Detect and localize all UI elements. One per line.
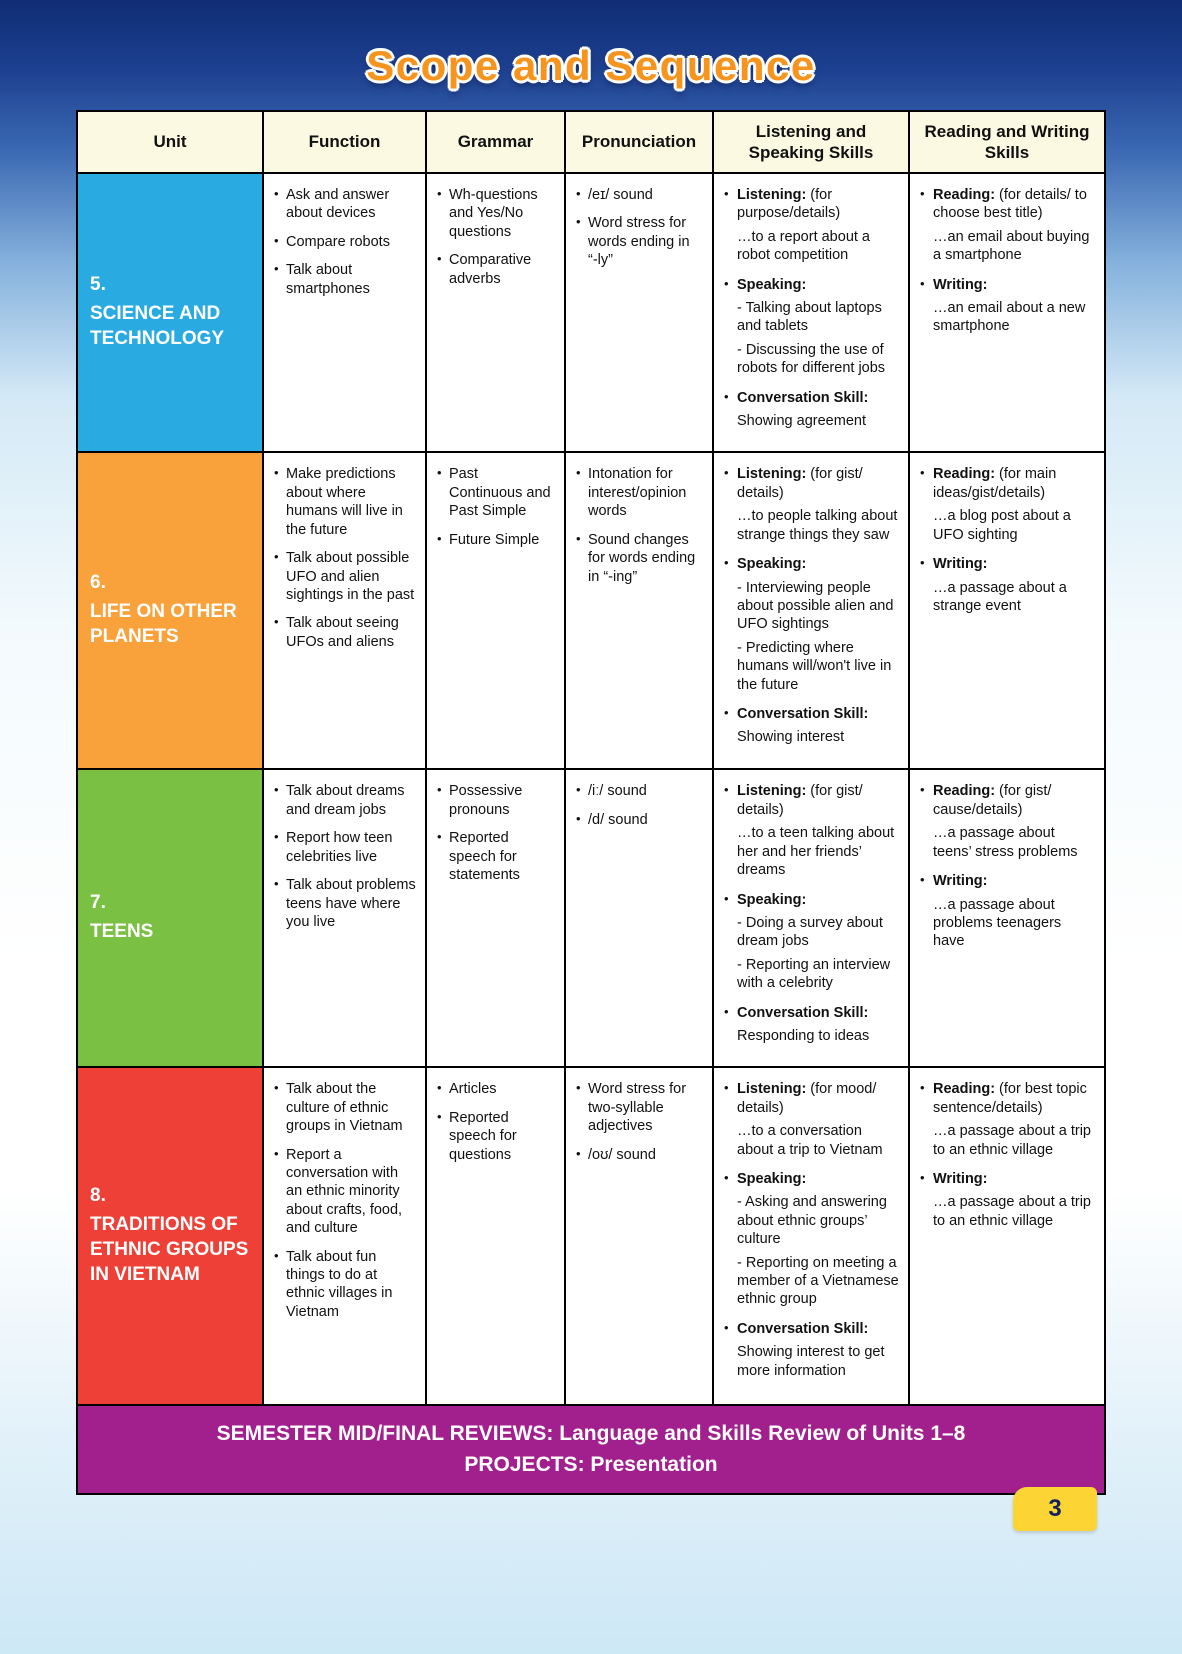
grammar-list [437,465,555,549]
table-header [77,111,1105,173]
header-reading-writing: Reading and Writing Skills [909,111,1105,173]
skill-block [920,782,1095,861]
skill-block [920,465,1095,544]
skill-block [724,555,899,694]
function-item: • Talk about fun things to do at ethnic villages in Vietnam [274,1248,416,1322]
skill-line: Showing interest [737,729,845,746]
header-listening-speaking: Listening and Speaking Skills [713,111,909,173]
function-item: • Talk about dreams and dream jobs [274,782,416,819]
function-list [274,465,416,651]
skill-label: Reading: [933,1081,996,1098]
function-item: • Make predictions about where humans will live in the future [274,465,416,539]
review-banner-row [77,1405,1105,1494]
pronunciation-item: • Word stress for words ending in “-ly” [576,214,703,269]
pronunciation-item: • Intonation for interest/opinion words [576,465,703,520]
grammar-item: • Comparative adverbs [437,251,555,288]
skill-line: …an email about a new smartphone [933,300,1086,335]
skill-block [724,276,899,378]
pronunciation-cell [565,452,713,769]
skill-heading: • Listening: (for mood/ details) [724,1080,899,1117]
page-title: Scope and Sequence [366,42,816,89]
skill-label: Reading: [933,783,996,800]
unit-name: SCIENCE AND TECHNOLOGY [90,303,225,349]
unit-name: TRADITIONS OF ETHNIC GROUPS IN VIETNAM [90,1214,249,1285]
skill-line: …to people talking about strange things they saw [737,508,898,543]
skill-label: Conversation Skill: [737,705,869,722]
skill-block [724,186,899,265]
skill-heading [724,891,899,909]
unit-name: LIFE ON OTHER PLANETS [90,601,237,647]
grammar-item: • Articles [437,1080,555,1098]
reading-writing-cell [909,452,1105,769]
skill-label: Speaking: [737,276,807,293]
skill-line: …a passage about a trip to an ethnic village [933,1123,1091,1158]
skill-heading [724,555,899,573]
skill-label: Writing: [933,556,988,573]
skill-block [920,555,1095,615]
pronunciation-cell [565,769,713,1067]
pronunciation-list [576,782,703,829]
skill-block [724,389,899,431]
grammar-item: • Wh-questions and Yes/No questions [437,186,555,241]
skill-line: …a passage about teens’ stress problems [933,825,1078,860]
skill-line: - Asking and answering about ethnic groups’ culture [737,1194,887,1248]
skill-heading [920,1170,1095,1188]
function-item: • Talk about the culture of ethnic groups in Vietnam [274,1080,416,1135]
skill-label: Listening: [737,783,807,800]
semester-review-banner [77,1405,1105,1494]
unit-row [77,1067,1105,1405]
function-list [274,782,416,931]
grammar-item: • Possessive pronouns [437,782,555,819]
unit-number: 8. [90,1185,106,1207]
function-list [274,186,416,298]
grammar-item: • Reported speech for questions [437,1109,555,1164]
skill-block [724,891,899,993]
page-number: 3 [1048,1495,1062,1522]
pronunciation-list [576,186,703,270]
skill-line: Showing interest to get more information [737,1344,885,1379]
units-table-body [77,173,1105,1405]
skill-block [724,705,899,747]
function-item: • Report a conversation with an ethnic minority about crafts, food, and culture [274,1146,416,1238]
skill-block [920,872,1095,951]
pronunciation-item: • /d/ sound [576,811,703,829]
function-cell [263,173,426,452]
skill-heading [724,1320,899,1338]
grammar-list [437,186,555,288]
skill-label: Reading: [933,466,996,483]
skill-line: …to a teen talking about her and her friends’ dreams [737,825,895,879]
skill-block [724,1080,899,1159]
skill-block [724,1320,899,1380]
function-cell [263,452,426,769]
header-grammar: Grammar [426,111,565,173]
skill-label: Speaking: [737,891,807,908]
unit-cell [77,1067,263,1405]
grammar-item: • Future Simple [437,531,555,549]
skill-heading [724,1170,899,1188]
grammar-cell [426,1067,565,1405]
skill-label: Conversation Skill: [737,1004,869,1021]
function-item: • Talk about smartphones [274,261,416,298]
skill-line: …to a report about a robot competition [737,228,870,264]
header-unit: Unit [77,111,263,173]
skill-heading [920,276,1095,294]
skill-heading: • Reading: (for main ideas/gist/details) [920,465,1095,502]
header-pronunciation: Pronunciation [565,111,713,173]
skill-line: …a passage about a trip to an ethnic village [933,1194,1091,1229]
skill-block [724,1004,899,1046]
skill-label: Listening: [737,187,807,203]
unit-number: 5. [90,274,106,296]
skill-block [724,782,899,879]
unit-row [77,452,1105,769]
listening-speaking-cell [713,769,909,1067]
skill-line: …a passage about problems teenagers have [933,896,1062,950]
skill-label: Conversation Skill: [737,1320,869,1337]
skill-label: Reading: [933,187,996,203]
page-number-badge [1013,1487,1097,1531]
pronunciation-item: • Word stress for two-syllable adjectives [576,1080,703,1135]
grammar-cell [426,452,565,769]
reading-writing-cell [909,769,1105,1067]
pronunciation-item: • /eɪ/ sound [576,186,703,204]
unit-name: TEENS [90,921,154,943]
grammar-list [437,1080,555,1164]
skill-heading [920,872,1095,890]
skill-line: Responding to ideas [737,1027,870,1044]
grammar-item: • Past Continuous and Past Simple [437,465,555,520]
scope-sequence-table [76,110,1106,1495]
pronunciation-item: • /oʊ/ sound [576,1146,703,1164]
skill-heading: • Reading: (for best topic sentence/details) [920,1080,1095,1117]
unit-cell [77,452,263,769]
listening-speaking-cell [713,173,909,452]
skill-block [724,1170,899,1309]
function-cell [263,769,426,1067]
skill-heading [724,1004,899,1022]
skill-label: Listening: [737,1081,807,1098]
skill-heading: • Reading: (for details/ to choose best title) [920,186,1095,223]
skill-heading: • Listening: (for gist/ details) [724,465,899,502]
listening-speaking-cell [713,1067,909,1405]
skill-label: Speaking: [737,556,807,573]
grammar-item: • Reported speech for statements [437,829,555,884]
skill-label: Writing: [933,873,988,890]
skill-label: Speaking: [737,1170,807,1187]
skill-heading [724,389,899,407]
function-item: • Report how teen celebrities live [274,829,416,866]
skill-line: - Reporting an interview with a celebrity [737,956,891,992]
skill-line: - Doing a survey about dream jobs [737,914,883,950]
skill-heading [724,705,899,723]
skill-line: …an email about buying a smartphone [933,228,1090,264]
skill-label: Listening: [737,466,807,483]
unit-cell [77,769,263,1067]
grammar-cell [426,173,565,452]
skill-line: - Interviewing people about possible alien and UFO sightings [737,579,894,633]
pronunciation-item: • /iː/ sound [576,782,703,800]
unit-number: 6. [90,572,106,594]
pronunciation-list [576,1080,703,1164]
review-banner-line1: SEMESTER MID/FINAL REVIEWS: Language and Skills Review of Units 1–8 [216,1422,966,1446]
header-row [77,111,1105,173]
function-item: • Talk about problems teens have where you live [274,876,416,931]
skill-block [920,186,1095,265]
pronunciation-cell [565,173,713,452]
function-item: • Talk about seeing UFOs and aliens [274,614,416,651]
unit-number: 7. [90,892,106,914]
skill-label: Conversation Skill: [737,389,869,406]
skill-label: Writing: [933,276,988,293]
unit-row [77,173,1105,452]
header-function: Function [263,111,426,173]
skill-line: - Talking about laptops and tablets [737,300,882,335]
unit-row [77,769,1105,1067]
table-footer [77,1405,1105,1494]
function-cell [263,1067,426,1405]
unit-cell [77,173,263,452]
skill-block [920,1170,1095,1230]
skill-block [920,276,1095,336]
skill-line: …a passage about a strange event [933,579,1067,614]
skill-heading: • Reading: (for gist/ cause/details) [920,782,1095,819]
function-item: • Ask and answer about devices [274,186,416,223]
review-banner-line2: PROJECTS: Presentation [464,1452,718,1476]
listening-speaking-cell [713,452,909,769]
grammar-list [437,782,555,884]
skill-line: - Reporting on meeting a member of a Vietnamese ethnic group [737,1254,899,1308]
function-item: • Compare robots [274,233,416,251]
function-item: • Talk about possible UFO and alien sightings in the past [274,549,416,604]
skill-block [724,465,899,544]
skill-block [920,1080,1095,1159]
skill-heading [920,555,1095,573]
reading-writing-cell [909,1067,1105,1405]
skill-line: - Discussing the use of robots for different jobs [737,341,886,377]
reading-writing-cell [909,173,1105,452]
grammar-cell [426,769,565,1067]
skill-label: Writing: [933,1170,988,1187]
function-list [274,1080,416,1321]
skill-heading: • Listening: (for gist/ details) [724,782,899,819]
skill-heading [724,276,899,294]
skill-line: …to a conversation about a trip to Vietnam [737,1123,883,1158]
skill-heading: • Listening: (for purpose/details) [724,186,899,223]
pronunciation-list [576,465,703,585]
pronunciation-item: • Sound changes for words ending in “-ing” [576,531,703,586]
skill-line: …a blog post about a UFO sighting [933,508,1071,543]
pronunciation-cell [565,1067,713,1405]
skill-line: Showing agreement [737,413,866,430]
skill-line: - Predicting where humans will/won't live in the future [737,639,892,693]
